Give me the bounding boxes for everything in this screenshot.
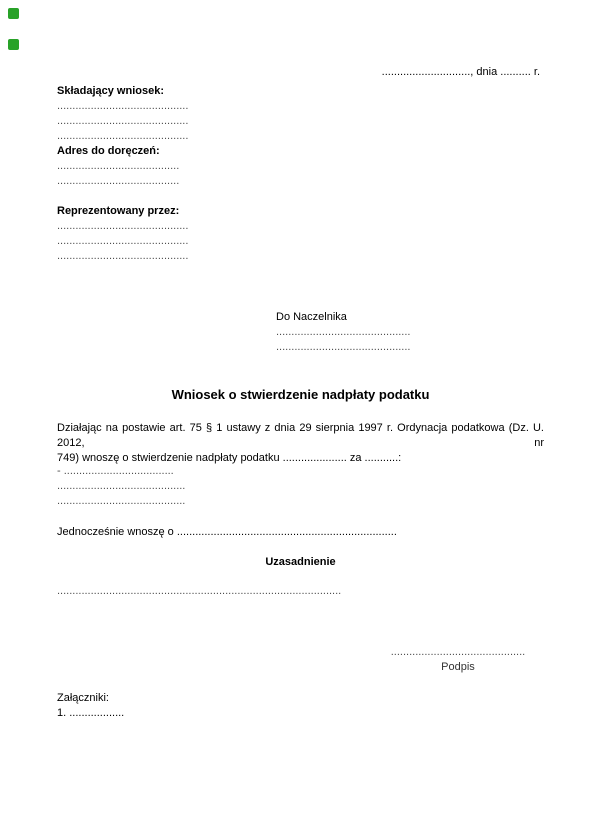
address-field-line: ........................................: [57, 175, 180, 187]
recipient-section: [276, 310, 496, 355]
representative-field-line: ...........................................: [57, 235, 189, 247]
justification-heading: Uzasadnienie: [265, 556, 336, 568]
recipient-heading: Do Naczelnika: [276, 311, 347, 323]
signature-line: ............................................: [390, 646, 526, 658]
address-field-line: ........................................: [57, 160, 180, 172]
paragraph-line: 749) wnoszę o stwierdzenie nadpłaty podatku ..................... za ...........:: [57, 452, 402, 464]
paragraph-line: Działając na postawie art. 75 § 1 ustawy z dnia 29 sierpnia 1997 r. Ordynacja podatkowa (Dz. U. 2012, nr: [57, 422, 544, 449]
document-title: Wniosek o stwierdzenie nadpłaty podatku: [171, 387, 430, 402]
signature-label: Podpis: [441, 661, 475, 673]
list-item-line: ..........................................: [57, 480, 186, 492]
list-item-line: - ....................................: [57, 465, 174, 477]
attachment-item: 1. ..................: [57, 707, 125, 719]
applicant-field-line: ...........................................: [57, 100, 189, 112]
address-label: Adres do doręczeń:: [57, 145, 160, 157]
representative-field-line: ...........................................: [57, 250, 189, 262]
applicant-section: [57, 84, 317, 264]
applicant-label: Składający wniosek:: [57, 85, 164, 97]
additional-request-line: Jednocześnie wnoszę o ........................................................................: [57, 526, 397, 538]
legal-basis-paragraph: [57, 421, 544, 466]
representative-field-line: ...........................................: [57, 220, 189, 232]
justification-field-line: .............................................................................................: [57, 585, 342, 597]
green-square-marker-icon: [8, 8, 19, 19]
attachments-label: Załączniki:: [57, 692, 109, 704]
signature-section: [390, 645, 526, 675]
blank-line: [57, 189, 317, 204]
date-line: ............................., dnia .......... r.: [381, 66, 540, 78]
representative-label: Reprezentowany przez:: [57, 205, 180, 217]
recipient-field-line: ............................................: [276, 326, 411, 338]
applicant-field-line: ...........................................: [57, 130, 189, 142]
list-item-line: ..........................................: [57, 495, 186, 507]
tax-items-list: [57, 464, 357, 509]
attachments-section: [57, 691, 317, 721]
recipient-field-line: ............................................: [276, 341, 411, 353]
applicant-field-line: ...........................................: [57, 115, 189, 127]
green-square-marker-icon: [8, 39, 19, 50]
